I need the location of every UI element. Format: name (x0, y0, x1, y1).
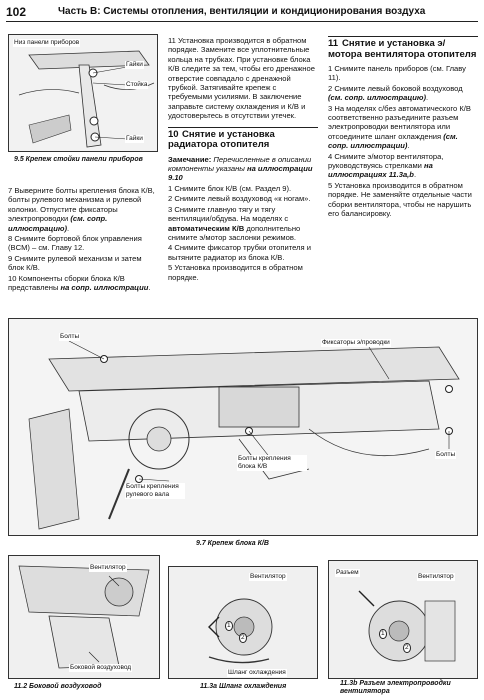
figure-9-5 (8, 34, 158, 152)
page-header (6, 4, 478, 22)
section-10-note (168, 155, 318, 183)
note-ref: на иллюстрации 9.10 (168, 164, 313, 183)
section-11-number: 11 (328, 38, 339, 49)
sec11-step-3-text: 3 На моделях с/без автоматического К/В соответственно разъедините разъем электропроводки вентилятора или отсоедините шланг охлаждения (328, 103, 471, 141)
sec11-step-4-end: . (413, 170, 417, 180)
step-8: 8 Снимите бортовой блок управления (BCM) – см. Главу 12. (8, 234, 142, 253)
fig113b-label-fan: Вентилятор (418, 573, 454, 580)
section-10-heading (168, 127, 318, 151)
fig95-label-panel-bottom: Низ панели приборов (14, 39, 80, 46)
figure-11-2-drawing (9, 556, 160, 679)
sec10-step-4: 4 Снимите фиксатор трубки отопителя и вытяните радиатор из блока К/В. (168, 243, 311, 262)
figure-9-7-drawing (9, 319, 478, 536)
step-10-text: 10 Компоненты сборки блока К/В представлены (8, 273, 125, 293)
sec11-step-2 (328, 84, 478, 103)
figure-9-5-caption: 9.5 Крепеж стойки панели приборов (14, 156, 143, 163)
sec11-step-3 (328, 104, 478, 151)
step-10-end: . (148, 283, 151, 293)
sec11-step-5: 5 Установка производится в обратном порядке. Не заменяйте отдельные части сборки вентилятора, чтобы не нарушить его балансировку. (328, 180, 472, 219)
sec10-step-3-bold: автоматическим К/В (168, 223, 245, 233)
column-1-text (8, 186, 158, 293)
section-11-heading (328, 36, 478, 60)
sec10-step-1: 1 Снимите блок К/В (см. Раздел 9). (168, 183, 292, 193)
note-label: Замечание: (168, 154, 212, 164)
step-7 (8, 186, 158, 233)
step-9: 9 Снимите рулевой механизм и затем блок К/В. (8, 253, 142, 273)
section-10-title: Снятие и установка радиатора отопителя (168, 128, 275, 151)
page-title: Часть В: Системы отопления, вентиляции и кондиционирования воздуха (58, 6, 426, 17)
fig113a-callout-2: 2 (241, 634, 245, 641)
fig97-label-bolts-left: Болты (60, 333, 80, 340)
fig95-label-pillar: Стойка (126, 81, 148, 88)
fig113b-callout-2: 2 (405, 644, 409, 651)
figure-11-3b-caption: 11.3b Разъем электропроводки вентилятора (340, 680, 451, 695)
sec11-step-4 (328, 152, 478, 180)
step-7-end: . (67, 223, 70, 233)
fig97-label-bolts-right: Болты (436, 451, 456, 458)
figure-9-7 (8, 318, 478, 536)
sec11-step-4-ref: на иллюстрациях 11.3а,b (328, 161, 433, 180)
sec11-step-2-end: . (425, 93, 429, 103)
figure-11-3a-drawing (169, 567, 318, 679)
step-11: 11 Установка производится в обратном порядке. Замените все уплотнительные кольца на трубках. При установке блока К/В следите за тем, чтобы его дренажное отверстие совпадало с дренажной трубкой. Затягивайте крепеж с требуемыми усилиями. В заключение заправьте систему охлаждения и К/В и удостоверьтесь в отсутствии утечек. (168, 36, 315, 121)
section-10-number: 10 (168, 128, 179, 140)
step-10-ref: на сопр. иллюстрации (60, 283, 149, 293)
fig112-label-fan: Вентилятор (90, 564, 126, 571)
sec10-step-3-end: дополнительно снимите э/мотор заслонки режимов. (168, 223, 301, 242)
sec11-step-2-ref: (см. сопр. иллюстрацию) (328, 93, 426, 103)
fig95-label-nuts-bottom: Гайки (126, 135, 143, 142)
step-7-text: 7 Выверните болты крепления блока К/В, болты рулевого механизма и рулевой колонки. Отпустите фиксаторы электропроводки (8, 186, 155, 224)
sec11-step-3-ref: (см. сопр. иллюстрации) (328, 131, 458, 151)
section-11-title: Снятие и установка э/мотора вентилятора отопителя (328, 38, 477, 60)
sec11-step-1: 1 Снимите панель приборов (см. Главу 11). (328, 64, 466, 83)
sec11-step-3-end: . (407, 141, 410, 151)
fig97-label-hvac-bolts: Болты крепления блока К/В (237, 455, 307, 471)
column-3-text (328, 36, 478, 220)
page-number: 102 (6, 5, 27, 19)
figure-11-2 (8, 555, 160, 679)
fig97-label-wire-clips: Фиксаторы э/проводки (322, 339, 390, 346)
fig113b-callout-1: 1 (381, 630, 385, 637)
step-10 (8, 274, 158, 293)
sec10-step-2: 2 Снимите левый воздуховод «к ногам». (168, 194, 311, 204)
figure-9-7-caption: 9.7 Крепеж блока К/В (196, 540, 269, 547)
fig97-label-steering-bolts: Болты крепления рулевого вала (125, 483, 185, 499)
sec11-step-2-text: 2 Снимите левый боковой воздуховод (328, 83, 463, 93)
sec10-step-3-text: 3 Снимите главную тягу и тягу вентиляции/обдува. На моделях с (168, 204, 289, 224)
sec10-step-5: 5 Установка производится в обратном порядке. (168, 263, 303, 282)
fig113a-label-hose: Шланг охлаждения (228, 669, 286, 676)
fig113b-label-connector: Разъем (336, 569, 359, 576)
fig95-label-nuts-top: Гайки (126, 61, 143, 68)
figure-11-3b-drawing (329, 561, 478, 679)
fig113a-callout-1: 1 (227, 622, 231, 629)
sec10-step-3 (168, 205, 318, 243)
column-2-text (168, 36, 318, 283)
fig113a-label-fan: Вентилятор (250, 573, 286, 580)
step-7-ref: (см. сопр. иллюстрацию) (8, 214, 108, 233)
fig112-label-side-duct: Боковой воздуховод (70, 664, 132, 671)
figure-11-2-caption: 11.2 Боковой воздуховод (14, 683, 102, 690)
note-text: Перечисленные в описании компоненты указаны (168, 154, 312, 174)
figure-11-3a-caption: 11.3a Шланг охлаждения (200, 683, 287, 690)
figure-11-3a (168, 566, 318, 679)
figure-11-3b (328, 560, 478, 679)
sec11-step-4-text: 4 Снимите э/мотор вентилятора, руководствуясь стрелками (328, 151, 444, 171)
